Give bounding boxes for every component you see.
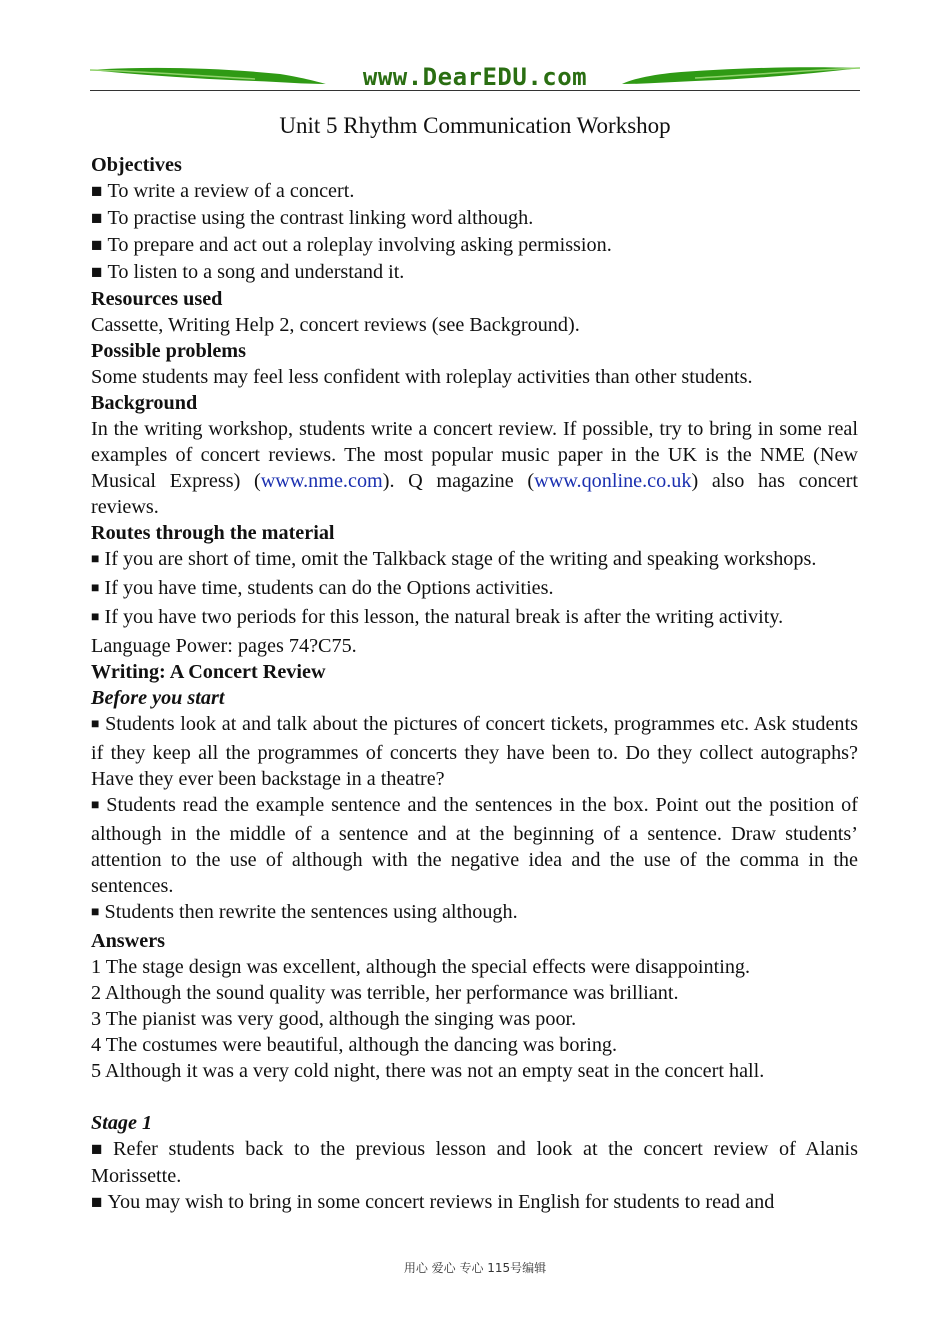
spacer bbox=[91, 1084, 858, 1110]
square-bullet-icon: ■ bbox=[91, 235, 103, 256]
header-rule bbox=[90, 90, 860, 91]
problems-text: Some students may feel less confident with roleplay activities than other students. bbox=[91, 366, 753, 388]
writing-item: ■ Students then rewrite the sentences using although. bbox=[91, 901, 518, 923]
page-footer: 用心 爱心 专心 115号编辑 bbox=[403, 1261, 547, 1275]
square-bullet-icon: ■ bbox=[91, 717, 101, 732]
document-body bbox=[91, 152, 858, 1216]
square-bullet-icon: ■ bbox=[91, 798, 102, 813]
route-item: ■ If you have time, students can do the Options activities. bbox=[91, 577, 554, 599]
square-bullet-icon: ■ bbox=[91, 1192, 103, 1213]
nme-link[interactable]: www.nme.com bbox=[260, 470, 383, 492]
language-power-text: Language Power: pages 74?C75. bbox=[91, 635, 357, 657]
stage1-item: ■ Refer students back to the previous lesson and look at the concert review of Alanis Morissette. bbox=[91, 1138, 859, 1187]
objective-item: ■ To listen to a song and understand it. bbox=[91, 261, 405, 283]
background-heading: Background bbox=[91, 392, 198, 414]
resources-text: Cassette, Writing Help 2, concert reviews (see Background). bbox=[91, 314, 580, 336]
square-bullet-icon: ■ bbox=[91, 581, 100, 596]
square-bullet-icon: ■ bbox=[91, 905, 100, 920]
objective-item: ■ To prepare and act out a roleplay involving asking permission. bbox=[91, 234, 612, 256]
qonline-link[interactable]: www.qonline.co.uk bbox=[534, 470, 692, 492]
answer-item: 1 The stage design was excellent, although the special effects were disappointing. bbox=[91, 956, 751, 978]
square-bullet-icon: ■ bbox=[91, 208, 103, 229]
answer-item: 2 Although the sound quality was terrible, her performance was brilliant. bbox=[91, 982, 679, 1004]
objectives-heading: Objectives bbox=[91, 154, 182, 176]
writing-item: ■ Students read the example sentence and the sentences in the box. Point out the position of although in the middle of a sentence and at the beginning of a sentence. Draw students’ attention to the use of although with the negative idea and the use of the comma in the sentences. bbox=[91, 794, 858, 897]
before-you-start-heading: Before you start bbox=[91, 687, 225, 709]
square-bullet-icon: ■ bbox=[91, 1139, 109, 1160]
site-logo-text: www.DearEDU.com bbox=[362, 63, 588, 91]
answer-item: 3 The pianist was very good, although the singing was poor. bbox=[91, 1008, 577, 1030]
answer-item: 4 The costumes were beautiful, although the dancing was boring. bbox=[91, 1034, 618, 1056]
stage1-heading: Stage 1 bbox=[91, 1112, 153, 1134]
writing-item: ■ Students look at and talk about the pictures of concert tickets, programmes etc. Ask students if they keep all the programmes of concerts they have been to. Do they collect autographs? Have they ever been backstage in a theatre? bbox=[91, 713, 858, 790]
square-bullet-icon: ■ bbox=[91, 181, 103, 202]
answer-item: 5 Although it was a very cold night, there was not an empty seat in the concert hall. bbox=[91, 1060, 765, 1082]
answers-heading: Answers bbox=[91, 930, 166, 952]
resources-heading: Resources used bbox=[91, 288, 223, 310]
problems-heading: Possible problems bbox=[91, 340, 246, 362]
route-item: ■ If you are short of time, omit the Talkback stage of the writing and speaking workshops. bbox=[91, 548, 817, 570]
writing-heading: Writing: A Concert Review bbox=[91, 661, 326, 683]
stage1-item: ■ You may wish to bring in some concert reviews in English for students to read and bbox=[91, 1191, 775, 1213]
routes-heading: Routes through the material bbox=[91, 522, 335, 544]
background-text: In the writing workshop, students write a concert review. If possible, try to bring in some real examples of concert reviews. The most popular music paper in the UK is the NME (New Musical Express) (www.nme.com). Q magazine (www.qonline.co.uk) also has concert reviews. bbox=[91, 418, 858, 518]
square-bullet-icon: ■ bbox=[91, 610, 100, 625]
square-bullet-icon: ■ bbox=[91, 552, 100, 567]
page-title: Unit 5 Rhythm Communication Workshop bbox=[279, 113, 671, 138]
route-item: ■ If you have two periods for this lesson, the natural break is after the writing activity. bbox=[91, 606, 784, 628]
square-bullet-icon: ■ bbox=[91, 262, 103, 283]
objective-item: ■ To write a review of a concert. bbox=[91, 180, 355, 202]
objective-item: ■ To practise using the contrast linking word although. bbox=[91, 207, 534, 229]
